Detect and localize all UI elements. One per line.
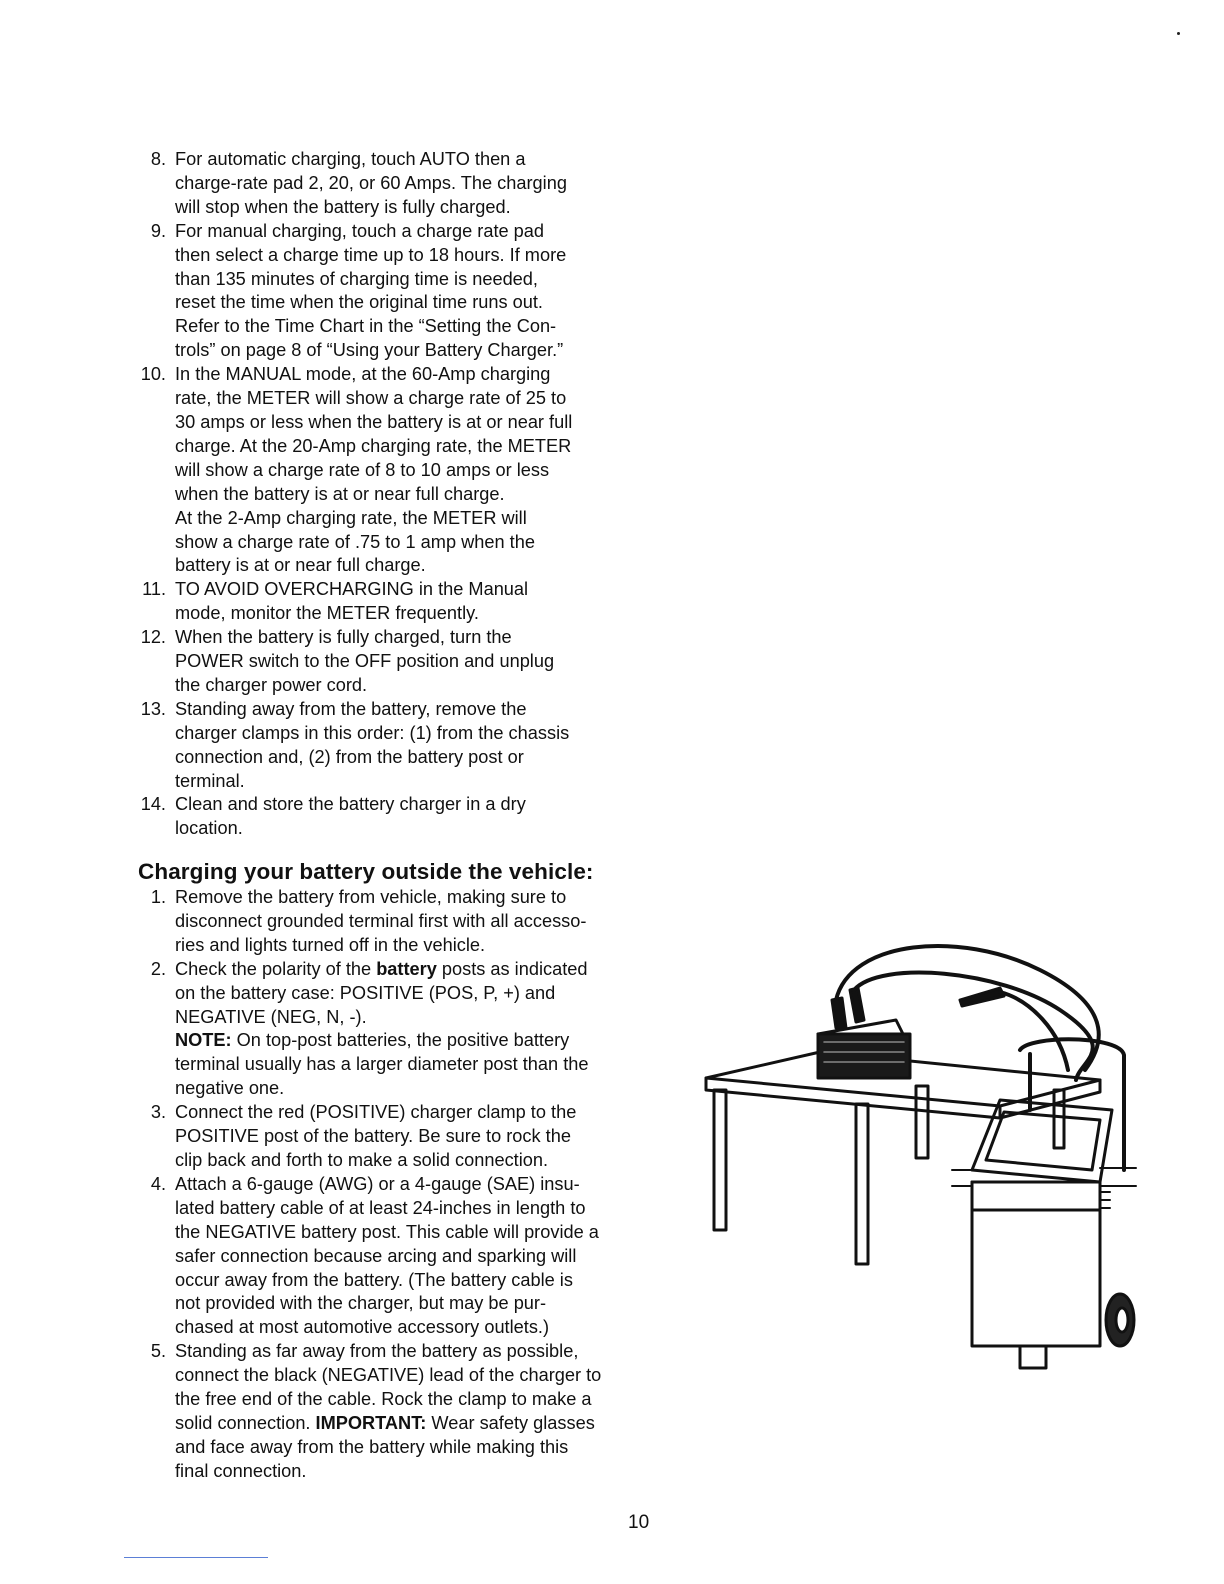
section-heading: Charging your battery outside the vehicle: — [138, 859, 594, 884]
item-number: 9. — [150, 220, 166, 241]
text-line: and face away from the battery while making this — [175, 1436, 569, 1457]
list-item — [140, 698, 660, 794]
text-line: POSITIVE post of the battery. Be sure to rock the — [175, 1126, 571, 1147]
text-line: on the battery case: POSITIVE (POS, P, +) and — [175, 982, 556, 1003]
item-number: 12. — [140, 627, 166, 648]
text-line: will stop when the battery is fully charged. — [175, 196, 511, 217]
text-line: final connection. — [175, 1460, 307, 1481]
battery — [818, 1020, 910, 1078]
text-line: POWER switch to the OFF position and unplug — [175, 651, 555, 672]
text-line: For automatic charging, touch AUTO then a — [175, 149, 526, 169]
item-number: 3. — [150, 1102, 166, 1123]
text-line: Standing away from the battery, remove the — [175, 698, 527, 719]
cart-foot — [1020, 1346, 1046, 1368]
text-line: Connect the red (POSITIVE) charger clamp to the — [175, 1102, 577, 1123]
text-line: Refer to the Time Chart in the “Setting the Con- — [175, 316, 557, 337]
text-line: NOTE: On top-post batteries, the positive battery — [175, 1030, 570, 1051]
table-leg — [856, 1104, 868, 1264]
text-line: show a charge rate of .75 to 1 amp when the — [175, 531, 535, 552]
text-line: terminal usually has a larger diameter post than the — [175, 1054, 589, 1075]
text-line: solid connection. IMPORTANT: Wear safety glasses — [175, 1412, 595, 1433]
item-number: 8. — [150, 149, 166, 169]
list-item — [140, 148, 660, 220]
list-item — [140, 626, 660, 698]
text-line: location. — [175, 818, 243, 839]
text-line: connect the black (NEGATIVE) lead of the charger to — [175, 1365, 602, 1386]
list-item — [140, 1173, 660, 1340]
list-item — [140, 578, 660, 626]
scan-speck — [1177, 32, 1180, 35]
text-line: negative one. — [175, 1078, 285, 1099]
charger-on-cart-illustration — [700, 930, 1160, 1390]
item-number: 1. — [150, 887, 166, 907]
list-item — [140, 958, 660, 1101]
item-number: 4. — [150, 1173, 166, 1194]
item-number: 11. — [142, 579, 166, 600]
list-item — [140, 220, 660, 363]
text-line: the charger power cord. — [175, 674, 368, 695]
list-item — [140, 1101, 660, 1173]
text-line: Remove the battery from vehicle, making sure to — [175, 887, 567, 907]
table-leg — [1054, 1090, 1064, 1148]
page-number: 10 — [628, 1512, 650, 1533]
text-line: will show a charge rate of 8 to 10 amps or less — [175, 459, 550, 480]
text-line: then select a charge time up to 18 hours. If more — [175, 244, 567, 265]
item-number: 5. — [150, 1341, 166, 1362]
bold-keyword: battery — [376, 958, 437, 979]
negative-clamp — [850, 988, 864, 1022]
text-line: ries and lights turned off in the vehicle. — [175, 934, 486, 955]
text-line: trols” on page 8 of “Using your Battery Charger.” — [175, 340, 564, 361]
table-leg — [714, 1090, 726, 1230]
bold-keyword: IMPORTANT: — [315, 1412, 427, 1433]
text-line: charger clamps in this order: (1) from the chassis — [175, 722, 570, 743]
text-line: terminal. — [175, 770, 245, 791]
text-line: the free end of the cable. Rock the clamp to make a — [175, 1389, 592, 1410]
text-line: At the 2-Amp charging rate, the METER will — [175, 507, 527, 528]
text-line: rate, the METER will show a charge rate of 25 to — [175, 388, 567, 409]
item-number: 2. — [150, 958, 166, 979]
text-line: occur away from the battery. (The battery cable is — [175, 1269, 573, 1290]
text-line: Attach a 6-gauge (AWG) or a 4-gauge (SAE) insu- — [175, 1173, 580, 1194]
text-line: Check the polarity of the battery posts as indicated — [175, 958, 588, 979]
list-item — [140, 793, 660, 841]
text-line: charge-rate pad 2, 20, or 60 Amps. The charging — [175, 172, 567, 193]
text-line: NEGATIVE (NEG, N, -). — [175, 1006, 367, 1027]
item-number: 13. — [140, 698, 166, 719]
steps-list-8-14 — [140, 148, 660, 841]
bold-keyword: NOTE: — [175, 1030, 232, 1051]
text-line: clip back and forth to make a solid connection. — [175, 1149, 549, 1170]
text-line: chased at most automotive accessory outlets.) — [175, 1317, 550, 1338]
section-continued-steps — [140, 148, 660, 841]
list-item — [140, 363, 660, 578]
text-line: connection and, (2) from the battery post or — [175, 746, 524, 767]
text-line: not provided with the charger, but may be pur- — [175, 1293, 547, 1314]
text-line: the NEGATIVE battery post. This cable will provide a — [175, 1221, 599, 1242]
item-number: 10. — [140, 364, 166, 385]
item-number: 14. — [140, 794, 166, 815]
text-line: when the battery is at or near full charge. — [175, 483, 505, 504]
text-line: charge. At the 20-Amp charging rate, the METER — [175, 435, 572, 456]
positive-clamp — [832, 998, 846, 1028]
text-line: mode, monitor the METER frequently. — [175, 603, 479, 624]
text-line: reset the time when the original time runs out. — [175, 292, 543, 313]
text-line: 30 amps or less when the battery is at or near full — [175, 411, 573, 432]
list-item — [140, 886, 660, 958]
bottom-rule — [124, 1557, 268, 1558]
text-line: TO AVOID OVERCHARGING in the Manual — [175, 579, 529, 600]
text-line: In the MANUAL mode, at the 60-Amp charging — [175, 364, 551, 385]
text-line: than 135 minutes of charging time is needed, — [175, 268, 538, 289]
text-line: Clean and store the battery charger in a dry — [175, 794, 526, 815]
text-line: safer connection because arcing and sparking will — [175, 1245, 577, 1266]
text-line: Standing as far away from the battery as possible, — [175, 1341, 579, 1362]
text-line: disconnect grounded terminal first with all accesso- — [175, 910, 587, 931]
steps-list-1-5 — [140, 886, 660, 1484]
text-line: For manual charging, touch a charge rate pad — [175, 220, 545, 241]
text-line: battery is at or near full charge. — [175, 555, 426, 576]
section-outside-vehicle — [140, 886, 660, 1484]
text-line: When the battery is fully charged, turn the — [175, 627, 512, 648]
text-line: lated battery cable of at least 24-inches in length to — [175, 1197, 586, 1218]
list-item — [140, 1340, 660, 1483]
